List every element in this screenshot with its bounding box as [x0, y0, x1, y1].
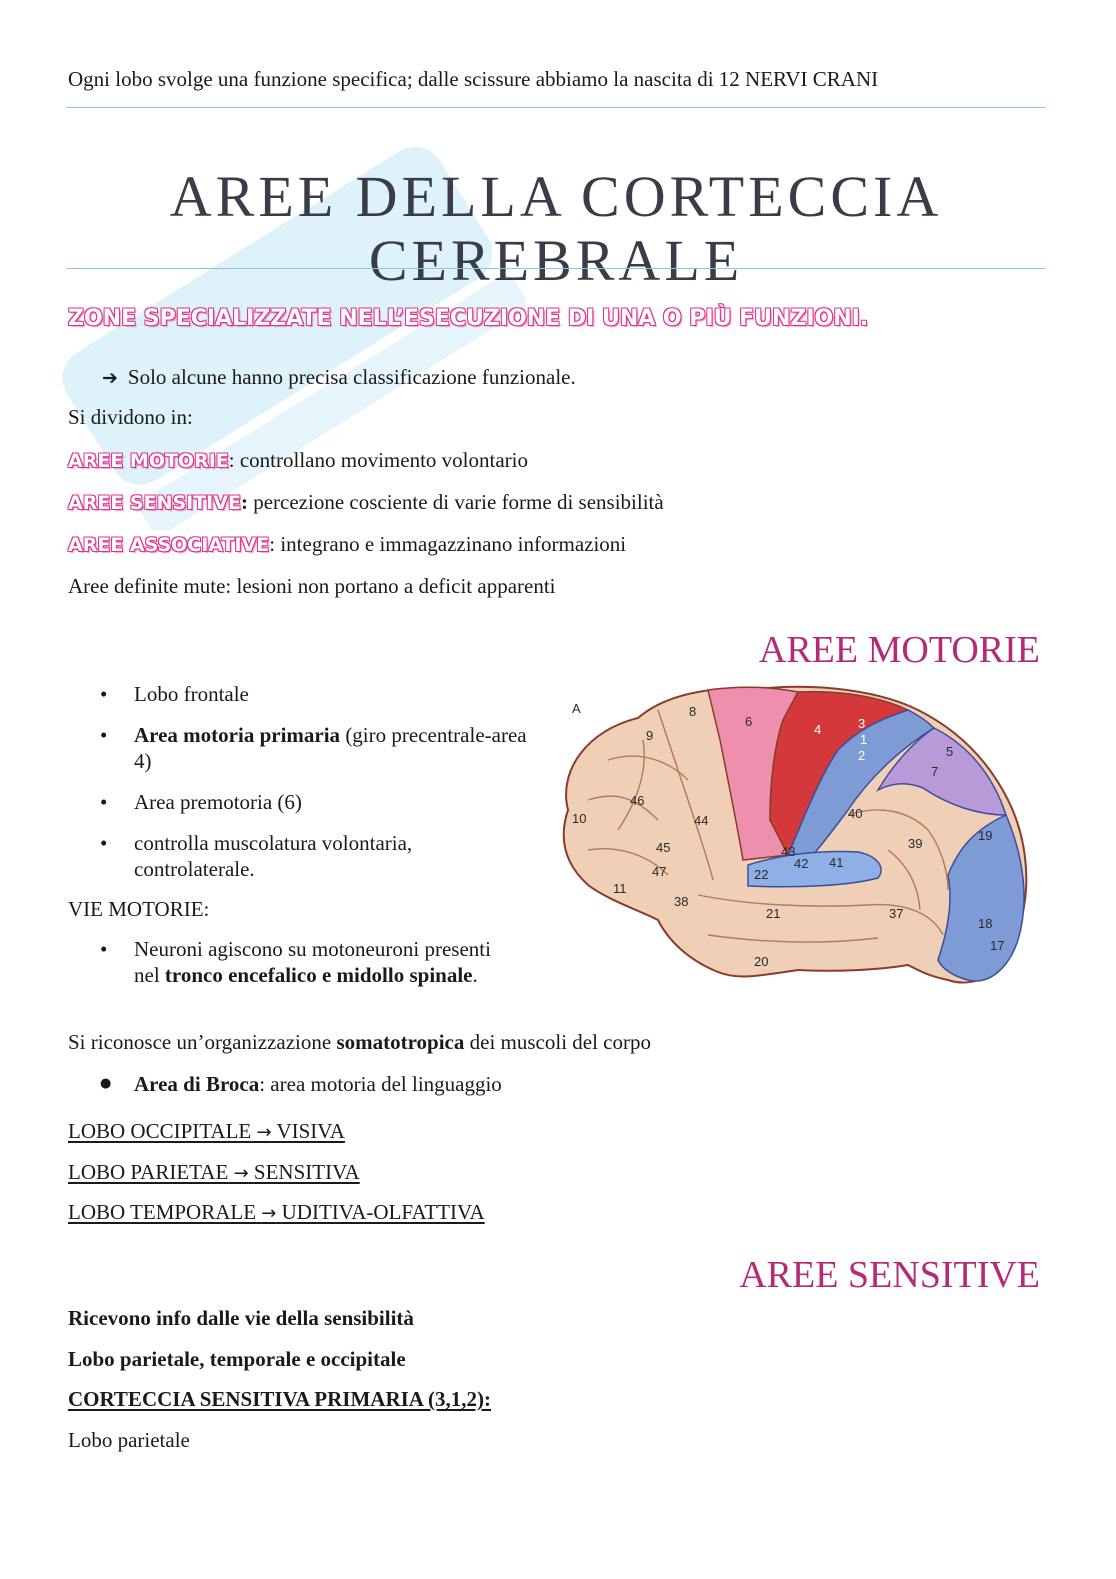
vie-motorie-heading: VIE MOTORIE: — [68, 897, 210, 921]
brain-areas-figure — [548, 680, 1032, 992]
title-line-2: CEREBRALE — [368, 227, 744, 293]
area-label: 42 — [794, 856, 809, 871]
list-item-text: . — [472, 963, 478, 987]
bullet-icon: • — [100, 682, 108, 706]
category-text: percezione cosciente di varie forme di sensibilità — [247, 490, 664, 514]
category-text: integrano e immagazzinano informazioni — [275, 532, 627, 556]
lobe-function: SENSITIVA — [253, 1160, 360, 1184]
arrow-right-icon: → — [261, 1203, 277, 1224]
area-label: 11 — [613, 881, 627, 896]
list-item-bold: Area motoria primaria — [134, 723, 341, 747]
lobe-name: LOBO TEMPORALE — [68, 1200, 257, 1224]
area-label: 41 — [829, 855, 844, 870]
title-line-1: AREE DELLA CORTECCIA — [169, 163, 943, 229]
category-label: AREE MOTORIE — [68, 450, 229, 472]
area-label: 10 — [572, 811, 587, 826]
soma-text: Si riconosce un’organizzazione — [68, 1030, 337, 1054]
lobe-function: VISIVA — [276, 1119, 345, 1143]
lobe-line — [68, 1118, 345, 1146]
area-label: 4 — [814, 722, 822, 737]
lobe-name: LOBO OCCIPITALE — [68, 1119, 252, 1143]
area-label: 38 — [674, 894, 689, 909]
title-rule — [66, 268, 1046, 269]
list-item-bold: Area di Broca — [134, 1072, 260, 1096]
bullet-icon: ● — [100, 1076, 112, 1091]
arrow-item — [102, 364, 576, 391]
area-label: 21 — [766, 906, 781, 921]
arrow-right-icon: → — [256, 1122, 272, 1143]
list-item-text: Lobo frontale — [134, 682, 249, 706]
sensitive-line-3: CORTECCIA SENSITIVA PRIMARIA (3,1,2): — [68, 1387, 492, 1411]
area-label: 47 — [652, 864, 667, 879]
list-item-bold: tronco encefalico e midollo spinale — [164, 963, 473, 987]
area-label: 22 — [754, 867, 769, 882]
divide-intro: Si dividono in: — [68, 405, 193, 429]
sensitive-line-1: Ricevono info dalle vie della sensibilità — [68, 1306, 414, 1330]
somatotropic-line — [68, 1029, 651, 1055]
category-label: AREE ASSOCIATIVE — [68, 534, 270, 556]
lobe-name: LOBO PARIETAE — [68, 1160, 229, 1184]
category-text: controllano movimento volontario — [234, 448, 528, 472]
bullet-icon: • — [100, 831, 108, 855]
sensitive-line-4: Lobo parietale — [68, 1428, 190, 1452]
lobe-function: UDITIVA-OLFATTIVA — [281, 1200, 485, 1224]
category-sep: : — [269, 532, 276, 556]
bullet-icon: • — [100, 937, 108, 961]
list-item — [68, 681, 538, 707]
area-label: 19 — [978, 828, 993, 843]
list-item-text: Neuroni agiscono su motoneuroni presenti nel — [134, 937, 491, 987]
panel-letter: A — [572, 701, 581, 716]
mute-line: Aree definite mute: lesioni non portano a deficit apparenti — [68, 574, 556, 598]
area-label: 43 — [781, 844, 796, 859]
list-item-text: Area premotoria (6) — [134, 790, 302, 814]
list-item-text: (giro precentrale-area 4) — [134, 723, 527, 773]
vie-bullets — [68, 936, 538, 988]
area-label: 7 — [931, 764, 939, 779]
category-motorie — [68, 447, 528, 474]
category-associative — [68, 531, 626, 558]
motor-bullets — [68, 681, 538, 882]
area-label: 37 — [889, 906, 904, 921]
lobe-line — [68, 1199, 485, 1227]
area-label: 9 — [646, 728, 654, 743]
category-sep: : — [228, 448, 235, 472]
soma-text: dei muscoli del corpo — [464, 1030, 651, 1054]
section-title-sensitive: AREE SENSITIVE — [739, 1254, 1040, 1296]
broca-bullets — [68, 1071, 668, 1097]
list-item-text: controlla muscolatura volontaria, controlaterale. — [134, 831, 413, 881]
area-label: 40 — [848, 806, 863, 821]
area-label: 8 — [689, 704, 697, 719]
category-label: AREE SENSITIVE — [68, 492, 241, 514]
list-item — [68, 789, 538, 815]
section-title-motorie: AREE MOTORIE — [758, 629, 1040, 671]
area-label: 1 — [860, 732, 868, 747]
category-sep: : — [240, 490, 248, 514]
soma-bold: somatotropica — [336, 1030, 465, 1054]
area-label: 44 — [694, 813, 709, 828]
intro-line: Ogni lobo svolge una funzione specifica; dalle scissure abbiamo la nascita di 12 NERVI CRANI — [68, 67, 879, 91]
bullet-icon: • — [100, 723, 108, 747]
area-label: 39 — [908, 836, 923, 851]
page-title — [66, 165, 1046, 293]
area-label: 3 — [858, 716, 866, 731]
area-label: 45 — [656, 840, 671, 855]
area-label: 18 — [978, 916, 993, 931]
sensitive-line-2: Lobo parietale, temporale e occipitale — [68, 1347, 406, 1371]
area-label: 17 — [990, 938, 1005, 953]
lobe-line — [68, 1159, 360, 1187]
area-label: 6 — [745, 714, 753, 729]
arrow-item-text: Solo alcune hanno precisa classificazione funzionale. — [127, 365, 576, 389]
bullet-icon: • — [100, 790, 108, 814]
area-label: 2 — [858, 748, 866, 763]
list-item — [68, 722, 538, 774]
arrow-icon: ➔ — [102, 367, 118, 389]
list-item-text: : area motoria del linguaggio — [259, 1072, 502, 1096]
category-sensitive — [68, 489, 664, 516]
arrow-right-icon: → — [233, 1163, 249, 1184]
list-item — [68, 1071, 668, 1097]
area-label: 46 — [630, 793, 645, 808]
area-label: 5 — [946, 744, 954, 759]
list-item — [68, 936, 538, 988]
list-item — [68, 830, 538, 882]
zone-heading: ZONE SPECIALIZZATE NELL’ESECUZIONE DI UNA O PIÙ FUNZIONI. — [68, 306, 869, 331]
area-label: 20 — [754, 954, 769, 969]
top-rule — [66, 107, 1046, 108]
